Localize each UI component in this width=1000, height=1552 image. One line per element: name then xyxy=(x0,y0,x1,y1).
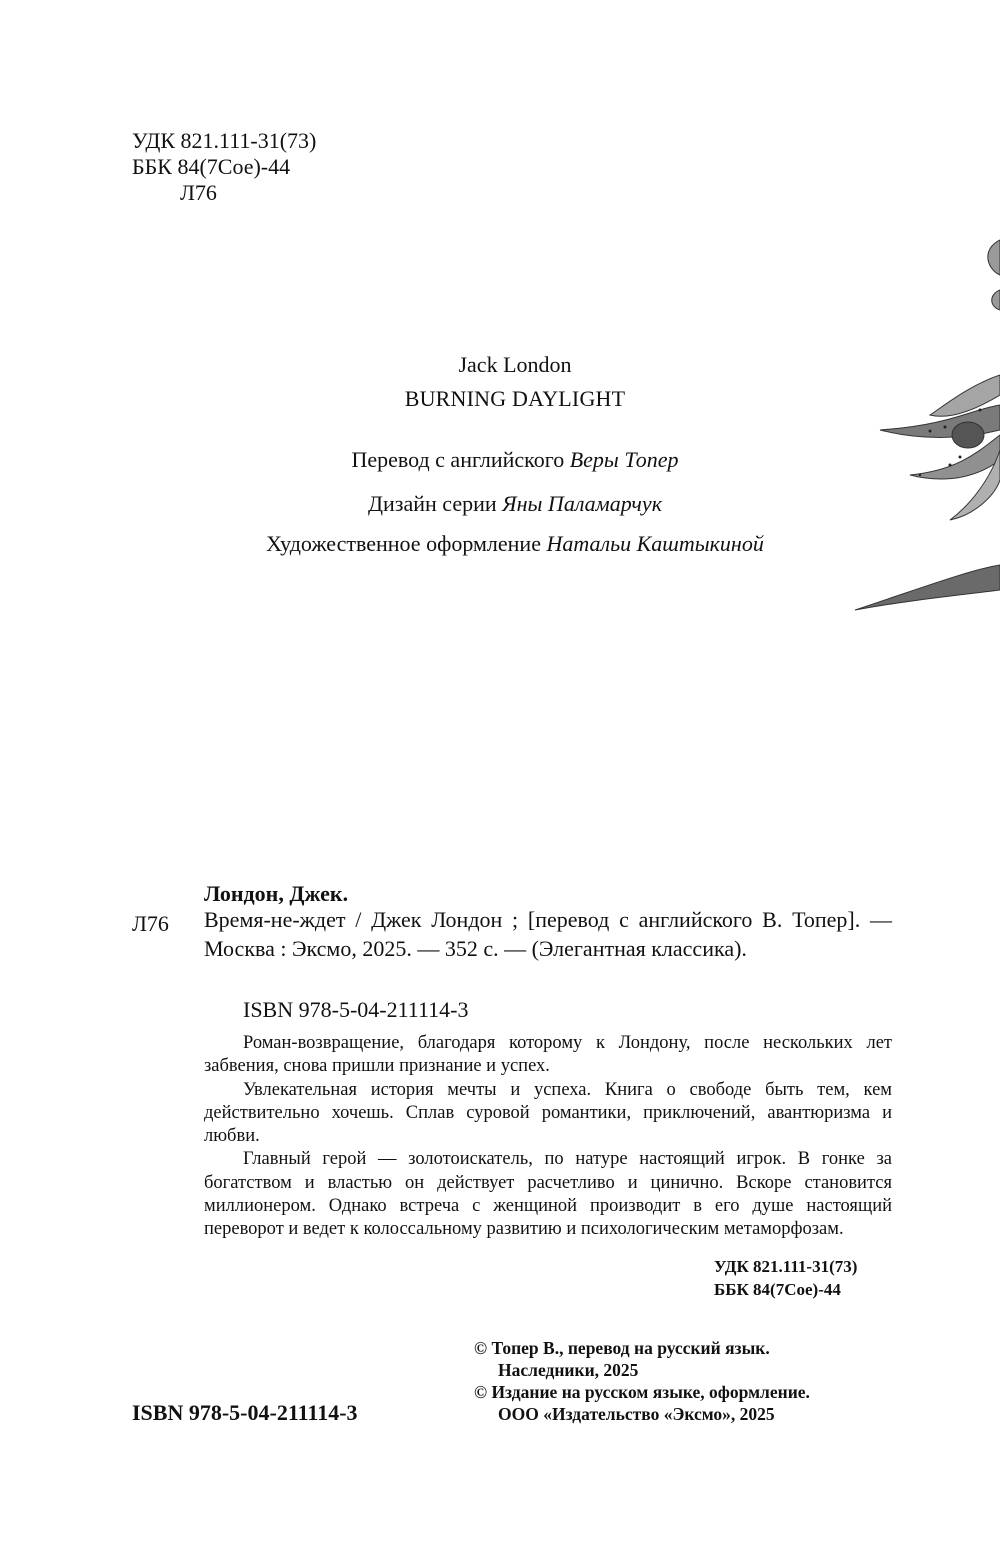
copyright-line: Наследники, 2025 xyxy=(498,1360,639,1380)
copyright-line: ООО «Издательство «Эксмо», 2025 xyxy=(498,1404,775,1424)
isbn-number: ISBN 978-5-04-211114-3 xyxy=(132,1400,358,1425)
original-title: BURNING DAYLIGHT xyxy=(404,386,626,411)
udk-code: УДК 821.111-31(73) xyxy=(714,1257,858,1276)
annotation-paragraph: Увлекательная история мечты и успеха. Книга о свободе быть тем, кем действительно хочешь. Сплав суровой романтики, приключений, авантюризма и любви. xyxy=(204,1079,892,1147)
author-mark: Л76 xyxy=(180,180,217,205)
classification-codes-right xyxy=(714,1255,857,1301)
credit-label: Перевод с английского xyxy=(351,447,565,472)
catalog-entry-code: Л76 xyxy=(132,911,169,936)
credit-name: Веры Топер xyxy=(569,447,679,472)
credit-translator xyxy=(0,447,1000,473)
original-author: Jack London xyxy=(458,352,572,377)
annotation xyxy=(204,1032,892,1242)
copyright-notice xyxy=(474,1337,810,1425)
credit-name: Яны Паламарчук xyxy=(502,491,662,516)
credit-name: Натальи Каштыкиной xyxy=(546,531,764,556)
copyright-line: © Топер В., перевод на русский язык. xyxy=(474,1338,770,1358)
bbk-code: ББК 84(7Сое)-44 xyxy=(132,154,291,179)
bbk-code: ББК 84(7Сое)-44 xyxy=(714,1280,841,1299)
annotation-paragraph: Главный герой — золотоискатель, по натуре настоящий игрок. В гонке за богатством и властью он действует расчетливо и цинично. Вскоре становится миллионером. Однако встреча с женщиной производит в его душе настоящий переворот и ведет к колоссальному развитию и психологическим метаморфозам. xyxy=(204,1149,892,1240)
copyright-line: © Издание на русском языке, оформление. xyxy=(474,1382,810,1402)
annotation-paragraph: Роман-возвращение, благодаря которому к Лондону, после нескольких лет забвения, снова пришли признание и успех. xyxy=(204,1033,892,1077)
udk-code: УДК 821.111-31(73) xyxy=(132,128,317,153)
credit-art-design xyxy=(0,531,1000,557)
bibliographic-description: Время-не-ждет / Джек Лондон ; [перевод с английского В. Топер]. — Москва : Эксмо, 2025. — 352 с. — (Элегантная классика). xyxy=(204,907,892,961)
credit-series-design xyxy=(0,491,1000,517)
catalog-entry-isbn: ISBN 978-5-04-211114-3 xyxy=(243,997,469,1022)
top-classification-codes xyxy=(132,128,316,206)
credit-label: Дизайн серии xyxy=(368,491,497,516)
lily-illustration xyxy=(850,235,1000,615)
credit-label: Художественное оформление xyxy=(266,531,541,556)
catalog-entry-heading: Лондон, Джек. xyxy=(204,881,349,906)
